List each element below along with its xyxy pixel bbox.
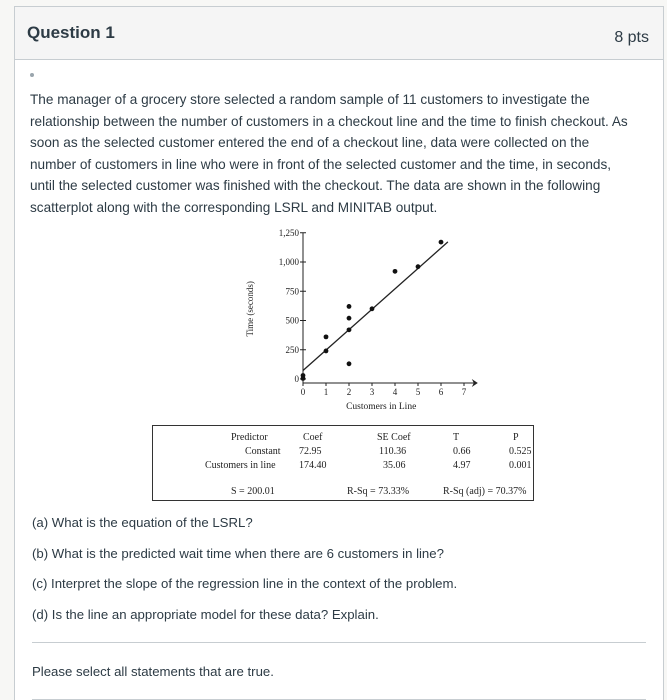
data-point	[393, 269, 398, 274]
y-tick-label: 1,250	[278, 227, 299, 238]
minitab-r-sq: R-Sq = 73.33%	[347, 486, 410, 497]
subquestion-b: (b) What is the predicted wait time when there are 6 customers in line?	[32, 546, 444, 561]
minitab-row-customers-p: 0.001	[509, 460, 532, 471]
data-point	[347, 361, 352, 366]
scatterplot-figure	[185, 227, 485, 417]
x-tick-label: 3	[369, 387, 375, 397]
y-axis-label: Time (seconds)	[245, 281, 255, 337]
y-tick-label: 250	[285, 344, 299, 355]
minitab-header-t: T	[453, 432, 460, 443]
question-title: Question 1	[27, 23, 115, 42]
y-tick-label: 750	[285, 286, 299, 297]
y-tick-label: 1,000	[278, 257, 299, 267]
data-point	[324, 349, 329, 354]
data-point	[439, 240, 444, 245]
subquestion-a: (a) What is the equation of the LSRL?	[32, 515, 253, 530]
bullet-dot-icon	[30, 73, 34, 77]
minitab-row-constant-t: 0.66	[453, 446, 471, 457]
minitab-row-customers-se-coef: 35.06	[383, 460, 406, 471]
minitab-row-constant-se-coef: 110.36	[379, 446, 407, 457]
minitab-s: S = 200.01	[231, 486, 275, 497]
minitab-row-constant-p: 0.525	[509, 446, 532, 457]
question-card	[14, 6, 664, 700]
minitab-row-customers-coef: 174.40	[299, 460, 327, 471]
minitab-row-customers-t: 4.97	[453, 460, 471, 471]
x-tick-label: 4	[392, 387, 398, 397]
data-point	[347, 327, 352, 332]
subquestion-d: (d) Is the line an appropriate model for these data? Explain.	[32, 607, 379, 622]
x-tick-label: 1	[323, 387, 329, 397]
minitab-header-se-coef: SE Coef	[377, 432, 411, 443]
y-tick-label: 500	[285, 315, 299, 326]
y-tick-label: 0	[294, 374, 299, 384]
minitab-header-p: P	[513, 432, 519, 443]
data-point	[416, 264, 421, 269]
scatterplot	[185, 227, 485, 417]
data-point	[347, 304, 352, 309]
x-tick-label: 0	[300, 387, 306, 397]
minitab-header-coef: Coef	[303, 432, 323, 443]
question-points: 8 pts	[614, 29, 649, 46]
minitab-r-sq-adj: R-Sq (adj) = 70.37%	[443, 486, 527, 497]
x-tick-label: 6	[438, 387, 444, 397]
question-paragraph: The manager of a grocery store selected a random sample of 11 customers to investigate the relationship between the number of customers in a checkout line and the time to finish checkout. As soon as the selected customer entered the end of a checkout line, data were collected on the number of customers in line who were in front of the selected customer and the time, in seconds, until the selected customer was finished with the checkout. The data are shown in the following scatterplot along with the corresponding LSRL and MINITAB output.	[30, 92, 628, 215]
x-tick-label: 5	[415, 387, 421, 397]
minitab-header-predictor: Predictor	[231, 432, 268, 443]
x-axis-label: Customers in Line	[346, 402, 417, 412]
x-tick-label: 2	[346, 387, 352, 397]
subquestion-c: (c) Interpret the slope of the regression line in the context of the problem.	[32, 576, 458, 591]
minitab-row-constant-coef: 72.95	[299, 446, 322, 457]
question-header	[15, 7, 663, 60]
data-point	[301, 376, 306, 381]
data-point	[370, 306, 375, 311]
section-divider	[32, 642, 646, 643]
question-body	[15, 59, 663, 700]
data-point	[324, 334, 329, 339]
minitab-row-constant-predictor: Constant	[245, 446, 281, 457]
minitab-row-customers-predictor: Customers in line	[205, 460, 276, 471]
minitab-output	[152, 425, 534, 501]
data-point	[347, 316, 352, 321]
x-tick-label: 7	[461, 387, 467, 397]
select-instruction: Please select all statements that are true.	[32, 664, 274, 679]
